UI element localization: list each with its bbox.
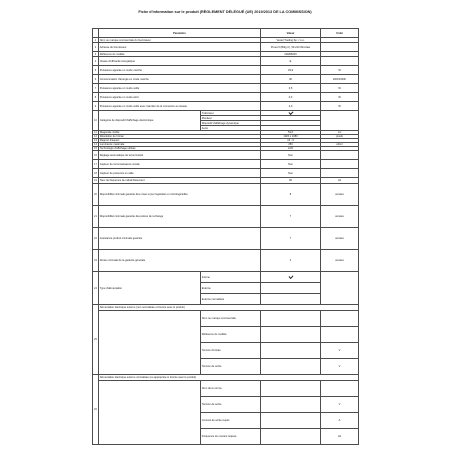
row-unit: pixels xyxy=(321,135,359,139)
row-label: Diagonale visible xyxy=(99,131,261,135)
row-label: Assistance produit minimale garantie xyxy=(99,228,261,250)
row-label: Puissance appelée en mode marche xyxy=(99,66,261,75)
power-supply-option: Interne xyxy=(201,272,261,283)
row-label: Référence du modèle xyxy=(201,327,261,343)
power-supply-option: Externe xyxy=(201,283,261,294)
external-standard-header: Alimentation électrique externe normalisée (ou appropriée si fournie avec le produit) xyxy=(99,375,359,381)
display-type-option: Autre xyxy=(201,126,261,131)
row-unit: années xyxy=(321,250,359,272)
row-value: 2,0 xyxy=(261,102,321,111)
row-value: 7 xyxy=(261,228,321,250)
row-value: 30 xyxy=(261,75,321,84)
row-value xyxy=(261,311,321,327)
row-label: Disponibilité minimale garantie des pièces de rechange xyxy=(99,206,261,228)
row-unit: V xyxy=(321,359,359,375)
external-supply-header: Alimentation électrique externe (non normalisée et fournie avec le produit) xyxy=(99,305,359,311)
check-icon xyxy=(288,274,293,279)
header-unit: Unité xyxy=(321,29,359,38)
row-unit: W xyxy=(321,84,359,93)
header-value: Valeur xyxy=(261,29,321,38)
header-row xyxy=(93,29,359,38)
product-information-sheet xyxy=(92,6,358,444)
power-supply-option: Externe normalisée xyxy=(201,294,261,305)
row-unit: kWh/1000h xyxy=(321,75,359,84)
row-value xyxy=(261,359,321,375)
service-row: 23 Durée minimale de la garantie générale 2 années xyxy=(93,250,359,272)
row-label: Puissance appelée en mode arrêt xyxy=(99,93,261,102)
row-value: 22HB6000 xyxy=(261,52,321,57)
row-value: E xyxy=(261,57,321,66)
energy-row: 6 Consommation d'énergie en mode marche 30 kWh/1000h xyxy=(93,75,359,84)
row-value: 2 xyxy=(261,250,321,272)
service-row: 20 Disponibilité minimale garantie des mises à jour logicielles et micrologicielles 8 années xyxy=(93,184,359,206)
spec-row: 11 Diagonale visible 54,6 cm xyxy=(93,131,359,135)
external-supply-header-row: 25 Alimentation électrique externe (non normalisée et fournie avec le produit) xyxy=(93,305,359,311)
row-label: Capteur de présence en salle xyxy=(99,169,261,178)
row-value xyxy=(261,381,321,397)
row-label: Courant de sortie requis xyxy=(201,413,261,429)
power-supply-row: 24 Type d'alimentation Interne xyxy=(93,272,359,283)
row-value: Prusa 5 (Bldg C), 50-210 Wroclaw xyxy=(261,43,321,52)
row-label: Puissance appelée en mode veille avec maintien de la connexion au réseau xyxy=(99,102,261,111)
row-label: Technologie d'affichage utilisée xyxy=(99,147,261,151)
row-value xyxy=(261,429,321,445)
energy-row: 8 Puissance appelée en mode arrêt 0,3 W xyxy=(93,93,359,102)
energy-row: 9 Puissance appelée en mode veille avec maintien de la connexion au réseau 2,0 W xyxy=(93,102,359,111)
document-title: Fiche d'information sur le produit (RÈGLEMENT DÉLÉGUÉ (UE) 2019/2013 DE LA COMMISSION) xyxy=(138,10,312,14)
display-type-row: 10 Catégorie de dispositif d'affichage électronique Téléviseur xyxy=(93,111,359,116)
energy-row: 5 Puissance appelée en mode marche 29,9 W xyxy=(93,66,359,75)
spec-row: 15 Technologie d'affichage utilisée LCD xyxy=(93,147,359,151)
display-type-option: Téléviseur xyxy=(201,111,261,116)
service-row: 21 Disponibilité minimale garantie des pièces de rechange 7 années xyxy=(93,206,359,228)
row-value: Non xyxy=(261,160,321,169)
row-label: Disponibilité minimale garantie des mises à jour logicielles et micrologicielles xyxy=(99,184,261,206)
row-label: Rapport d'aspect xyxy=(99,139,261,143)
row-label: Tension de sortie xyxy=(201,397,261,413)
feature-row: 16 Réglage automatique de la luminosité Non xyxy=(93,151,359,160)
row-unit: cm xyxy=(321,131,359,135)
energy-row: 7 Puissance appelée en mode veille 0,5 W xyxy=(93,84,359,93)
supplier-row: 2 Adresse du fournisseur Prusa 5 (Bldg C), 50-210 Wroclaw xyxy=(93,43,359,52)
spec-row: 12 Résolution de l'écran 1920 x 1080 pixels xyxy=(93,135,359,139)
row-label: Consommation d'énergie en mode marche xyxy=(99,75,261,84)
row-label: Tension de sortie xyxy=(201,359,261,375)
supplier-row: 1 Nom ou marque commerciale du fournisseur Vestel Trading Sp. z o.o. xyxy=(93,38,359,43)
row-label: Puissance appelée en mode veille xyxy=(99,84,261,93)
info-table xyxy=(92,28,359,445)
row-label: Adresse du fournisseur xyxy=(99,43,261,52)
row-value: 0,3 xyxy=(261,93,321,102)
row-unit xyxy=(321,151,359,160)
row-unit: V xyxy=(321,397,359,413)
row-value: Non xyxy=(261,151,321,160)
external-standard-header-row: 26 Alimentation électrique externe normalisée (ou appropriée si fournie avec le produit) xyxy=(93,375,359,381)
row-label: Durée minimale de la garantie générale xyxy=(99,250,261,272)
row-value: Non xyxy=(261,169,321,178)
check-icon xyxy=(288,111,293,115)
row-label: Nom de la norme xyxy=(201,381,261,397)
row-unit: Hz xyxy=(321,178,359,184)
row-value: 250 xyxy=(261,143,321,147)
display-type-option: Moniteur xyxy=(201,116,261,121)
row-label: Référence du modèle xyxy=(99,52,261,57)
row-value: 16 : 9 xyxy=(261,139,321,143)
row-value: 29,9 xyxy=(261,66,321,75)
row-unit: V xyxy=(321,343,359,359)
row-unit: A xyxy=(321,413,359,429)
row-unit: W xyxy=(321,93,359,102)
row-label: Fréquence du courant requise xyxy=(201,429,261,445)
display-type-label: Catégorie de dispositif d'affichage électronique xyxy=(99,111,201,131)
spec-row: 14 Luminance maximale 250 cd/m² xyxy=(93,143,359,147)
row-label: Nom ou marque commerciale du fournisseur xyxy=(99,38,261,43)
service-row: 22 Assistance produit minimale garantie 7 années xyxy=(93,228,359,250)
row-value xyxy=(261,327,321,343)
row-unit: cd/m² xyxy=(321,143,359,147)
row-unit xyxy=(321,57,359,66)
row-label: Taux de fréquence de rafraîchissement xyxy=(99,178,261,184)
row-label: Tension d'entrée xyxy=(201,343,261,359)
row-value: 7 xyxy=(261,206,321,228)
row-value: 1920 x 1080 xyxy=(261,135,321,139)
row-unit xyxy=(321,160,359,169)
external-standard-row xyxy=(93,381,359,397)
row-value xyxy=(261,413,321,429)
row-unit: W xyxy=(321,66,359,75)
row-value: 0,5 xyxy=(261,84,321,93)
row-value: 8 xyxy=(261,184,321,206)
row-unit: années xyxy=(321,228,359,250)
supplier-row: 3 Référence du modèle 22HB6000 xyxy=(93,52,359,57)
row-label: Capteur de reconnaissance vocale xyxy=(99,160,261,169)
feature-row: 19 Taux de fréquence de rafraîchissement 60 Hz xyxy=(93,178,359,184)
row-value xyxy=(261,397,321,413)
row-value xyxy=(261,343,321,359)
row-value: LCD xyxy=(261,147,321,151)
display-type-option: Dispositif d'affichage dynamique xyxy=(201,121,261,126)
row-label: Classe d'efficacité énergétique xyxy=(99,57,261,66)
energy-row: 4 Classe d'efficacité énergétique E xyxy=(93,57,359,66)
power-supply-label: Type d'alimentation xyxy=(99,272,201,305)
row-label: Luminance maximale xyxy=(99,143,261,147)
spec-row: 13 Rapport d'aspect 16 : 9 xyxy=(93,139,359,143)
row-unit: années xyxy=(321,184,359,206)
row-label: Nom ou marque commerciale xyxy=(201,311,261,327)
row-unit: Hz xyxy=(321,429,359,445)
row-value: Vestel Trading Sp. z o.o. xyxy=(261,38,321,43)
row-unit: W xyxy=(321,102,359,111)
row-value: 54,6 xyxy=(261,131,321,135)
row-unit xyxy=(321,169,359,178)
external-supply-row xyxy=(93,311,359,327)
feature-row: 17 Capteur de reconnaissance vocale Non xyxy=(93,160,359,169)
row-value: 60 xyxy=(261,178,321,184)
header-parameter: Paramètre xyxy=(99,29,261,38)
row-unit: années xyxy=(321,206,359,228)
feature-row: 18 Capteur de présence en salle Non xyxy=(93,169,359,178)
row-label: Réglage automatique de la luminosité xyxy=(99,151,261,160)
row-label: Résolution de l'écran xyxy=(99,135,261,139)
